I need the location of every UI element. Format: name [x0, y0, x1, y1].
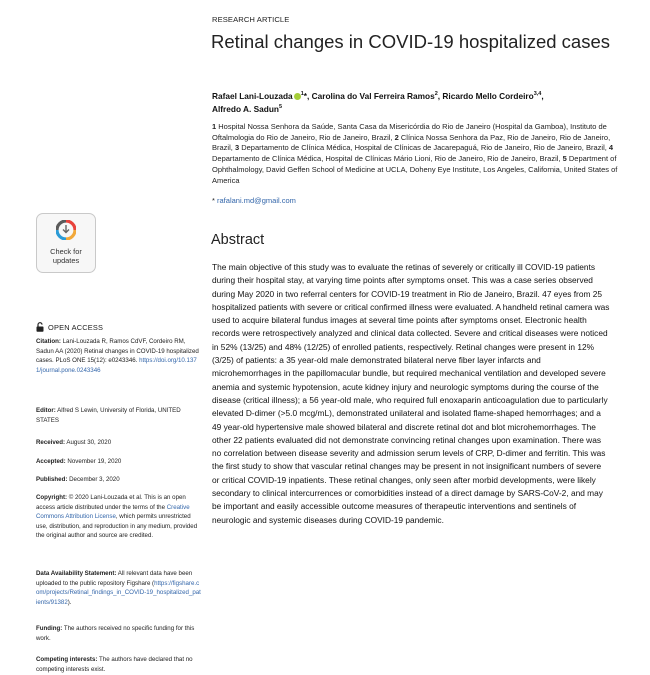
check-for-updates-icon	[56, 220, 76, 240]
competing-interests-block	[36, 655, 201, 674]
affiliation-number: 4	[608, 143, 614, 153]
license-link[interactable]: Creative Commons Attribution License	[36, 503, 190, 521]
corresponding-marker: *	[303, 90, 307, 101]
affiliation-text: Clínica Nossa Senhora da Paz, Rio de Janeiro, Rio de Janeiro, Brazil,	[212, 132, 611, 153]
article-title: Retinal changes in COVID-19 hospitalized cases	[211, 31, 610, 52]
affiliations	[212, 122, 632, 186]
editor-label: Editor:	[36, 407, 56, 414]
affiliation-text: Departamento de Clínica Médica, Hospital de Clínicas de Jacarepaguá, Rio de Janeiro, Rio de Janeiro, Brazil,	[241, 143, 607, 153]
competing-interests-label: Competing interests:	[36, 656, 98, 663]
open-access-text: OPEN ACCESS	[48, 322, 104, 332]
affiliation-number: 2	[394, 132, 399, 142]
received-date: August 30, 2020	[66, 439, 112, 446]
data-availability-label: Data Availability Statement:	[36, 570, 117, 577]
open-lock-icon	[36, 322, 44, 332]
author-affiliation-sup: 1	[300, 91, 304, 97]
author-name[interactable]: Alfredo A. Sadun	[212, 104, 279, 115]
received-block	[36, 438, 201, 448]
data-availability-text: All relevant data have been uploaded to the public repository Figshare (	[36, 570, 193, 587]
affiliation-number: 3	[234, 143, 240, 153]
citation-label: Citation:	[36, 338, 61, 345]
author-name[interactable]: Carolina do Val Ferreira Ramos	[311, 90, 435, 101]
published-date: December 3, 2020	[69, 476, 120, 483]
published-block	[36, 475, 201, 485]
abstract-text: The main objective of this study was to evaluate the retinas of severely or critically ill COVID-19 patients during their hospital stay, at varying time points after symptoms onset. This was a case series observed during May 2020 in two referral centers for COVID-19 treatment in Rio de Janeiro, Brazil. 47 eyes from 25 hospitalized patients with severe or critical confirmed illness were evaluated. A handheld retinal camera was used to acquire bilateral fundus images at several time points after symptoms onset. Electronic health records were retrospectively analyzed and clinical data collected. Severe and critical diseases were noticed in 52% (13/25) and 48% (12/25) of enrolled patients, respectively. Retinal changes were present in 12% (3/25) of patients: a 35 year-old male demonstrated bilateral nerve fiber layer infarcts and microhemorrhages in the papillomacular bundle, but required mechanical ventilation and developed severe anemia and systemic hypotension, acute kidney injury and neurologic symptoms during the course of the disease (critical illness); a 56 year-old male, who required full enoxaparin anticoagulation due to particularly elevated D-dimer (>5.0 mcg/mL), demonstrated unilateral and isolated flame-shaped hemorrhages; and a 49 year-old hypertensive male showed bilateral and discrete retinal dot and blot microhemorrhages. The other 22 patients evaluated did not demonstrate convincing retinal changes upon examination. There was no correlation between disease severity and admission serum levels of CRP, D-dimer and ferritin. This was the first study to show that vascular retinal changes may be present in not insignificant numbers of severe or critical COVID-19 inpatients. These retinal changes, only seen after morbid developments, were likely secondary to clinical intercurrences or comorbidities instead of a direct damage by SARS-CoV-2, and may be important and easily accessible outcome measures of therapeutic interventions and sentinels of neurologic and systemic diseases during COVID-19 pandemic.	[212, 262, 610, 525]
check-for-updates-label: Check for updates	[50, 247, 82, 265]
citation-block	[36, 337, 201, 375]
copyright-block	[36, 493, 201, 541]
affiliation-text: Hospital Nossa Senhora da Saúde, Santa Casa da Misericórdia do Rio de Janeiro (Hospital da Gamboa), Instituto de Oftalmologia do Rio de Janeiro, Rio de Janeiro, Brazil,	[212, 122, 607, 142]
data-availability-end: ).	[67, 598, 72, 606]
affiliation-number: 5	[562, 154, 567, 164]
competing-interests-text: The authors have declared that no competing interests exist.	[36, 656, 193, 673]
funding-block	[36, 624, 201, 643]
corresponding-marker: *	[212, 196, 215, 205]
funding-text: The authors received no specific funding for this work.	[36, 625, 195, 642]
doi-link[interactable]: https://doi.org/10.1371/journal.pone.0243346	[36, 357, 197, 374]
figshare-link[interactable]: https://figshare.com/projects/Retinal_findings_in_COVID-19_hospitalized_patients/91382	[36, 579, 201, 606]
corresponding-email	[212, 196, 296, 205]
published-label: Published:	[36, 476, 68, 483]
author-affiliation-sup: 2	[434, 91, 438, 97]
affiliation-text: Departamento de Clínica Médica, Hospital de Clínicas Mário Lioni, Rio de Janeiro, Rio de Janeiro, Brazil,	[212, 154, 561, 164]
accepted-label: Accepted:	[36, 458, 66, 465]
data-availability-block	[36, 569, 201, 607]
orcid-icon[interactable]	[294, 93, 301, 100]
copyright-text: © 2020 Lani-Louzada et al. This is an open access article distributed under the terms of the	[36, 494, 186, 511]
author-list: Rafael Lani-Louzada $^1$*, Carolina do Val Ferreira Ramos$^2$, Ricardo Mello Cordeiro$^{3,4}$, Alfredo A. Sadun$^5$	[212, 90, 544, 115]
affiliation-number: 1	[212, 122, 217, 131]
accepted-date: November 19, 2020	[67, 458, 122, 465]
editor-block	[36, 406, 201, 425]
author-affiliation-sup: 3,4	[533, 91, 542, 97]
author-name[interactable]: Rafael Lani-Louzada	[212, 90, 293, 101]
email-link[interactable]: rafalani.md@gmail.com	[217, 196, 296, 205]
abstract-heading: Abstract	[211, 232, 265, 248]
check-for-updates-badge[interactable]	[36, 213, 96, 273]
author-name[interactable]: Ricardo Mello Cordeiro	[442, 90, 534, 101]
author-affiliation-sup: 5	[279, 104, 283, 111]
editor-text: Alfred S Lewin, University of Florida, UNITED STATES	[36, 407, 181, 424]
copyright-label: Copyright:	[36, 494, 68, 501]
funding-label: Funding:	[36, 625, 63, 632]
affiliation-text: Department of Ophthalmology, David Geffen School of Medicine at UCLA, Doheny Eye Institute, Los Angeles, California, United States of America	[212, 154, 618, 185]
copyright-text-end: , which permits unrestricted use, distribution, and reproduction in any medium, provided the original author and source are credited.	[36, 513, 198, 540]
open-access-label	[36, 322, 103, 332]
article-type-label: RESEARCH ARTICLE	[212, 15, 290, 24]
received-label: Received:	[36, 439, 66, 446]
citation-text: Lani-Louzada R, Ramos CdVF, Cordeiro RM, Sadun AA (2020) Retinal changes in COVID-19 hospitalized cases. PLoS ONE 15(12): e0243346.	[36, 338, 199, 365]
accepted-block	[36, 457, 201, 467]
